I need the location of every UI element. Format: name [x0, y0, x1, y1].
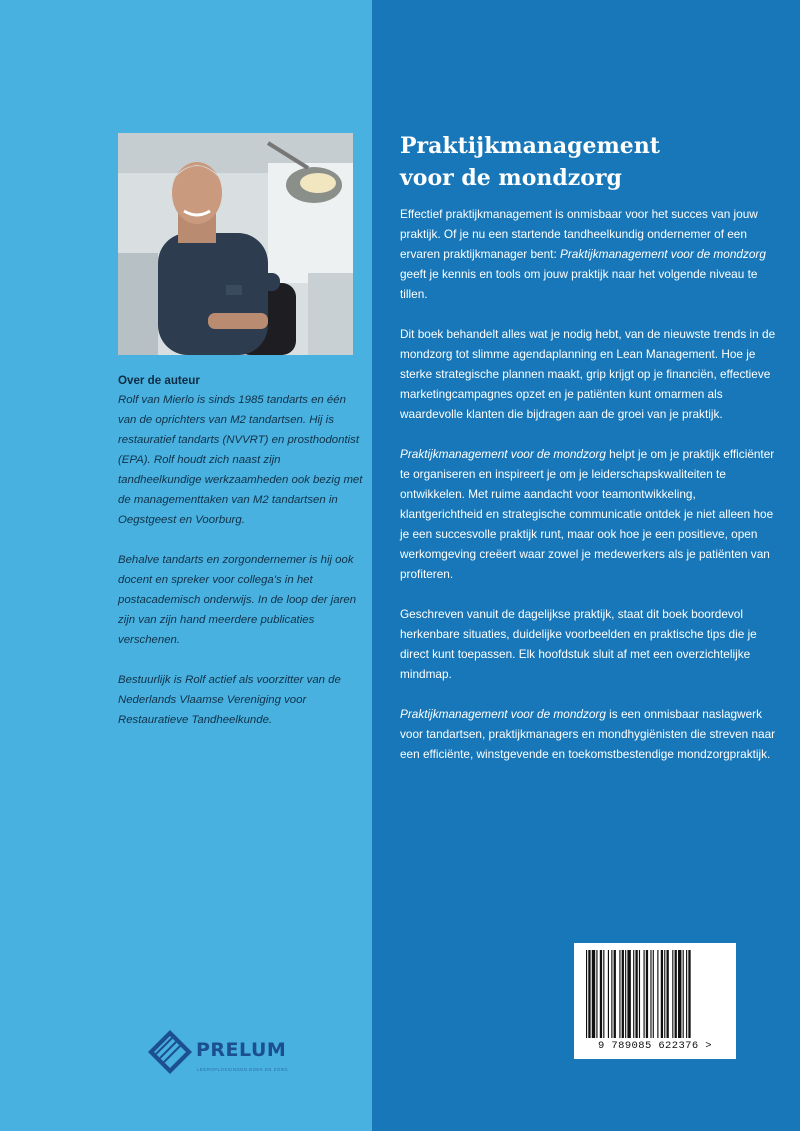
barcode-bar [672, 950, 673, 1038]
barcode-bar [653, 950, 654, 1038]
barcode-bar [614, 950, 616, 1038]
barcode-bar [586, 950, 587, 1038]
barcode-bar [603, 950, 604, 1038]
author-section [118, 372, 363, 750]
author-photo [118, 133, 353, 355]
author-bio-paragraph: Behalve tandarts en zorgondernemer is hij ook docent en spreker voor collega's in het postacademisch onderwijs. In de loop der jaren zijn van zijn hand meerdere publicaties verschenen. [118, 554, 357, 646]
barcode-bar [588, 950, 590, 1038]
book-title [400, 130, 780, 194]
barcode-bar [639, 950, 640, 1038]
barcode-bar [686, 950, 687, 1038]
book-title-line: voor de mondzorg [400, 165, 622, 191]
barcode-bar [683, 950, 684, 1038]
barcode-bar [627, 950, 630, 1038]
barcode-bar [625, 950, 626, 1038]
book-title-line: Praktijkmanagement [400, 133, 660, 159]
publisher-logo [146, 1024, 346, 1080]
barcode-bar [596, 950, 597, 1038]
author-heading: Over de auteur [118, 374, 200, 387]
description-paragraph: Praktijkmanagement voor de mondzorg helpt je om je praktijk efficiënter te organiseren en inspireert je om je leiderschapskwaliteiten te ontwikkelen. Met ruime aandacht voor teamontwikkeling, klantgerichtheid en strategische communicatie ontdek je niet alleen hoe je een succesvolle praktijk runt, maar ook hoe je een positieve, open werkomgeving creëert waar zowel je medewerkers als je patiënten van profiteren. [400, 447, 775, 581]
barcode-bar [646, 950, 648, 1038]
barcode-bars [582, 950, 728, 1038]
publisher-tagline: LEEROPLOSSINGEN BOEK EN ZORG [197, 1067, 289, 1072]
description-paragraph: Praktijkmanagement voor de mondzorg is een onmisbaar naslagwerk voor tandartsen, praktijkmanagers en mondhygiënisten die streven naar een efficiënte, winstgevende en toekomstbestendige mondzorgpraktijk. [400, 707, 776, 761]
barcode-bar [608, 950, 609, 1038]
barcode-bar [650, 950, 651, 1038]
barcode-bar [678, 950, 681, 1038]
isbn-number: 9 789085 622376 > [598, 1040, 712, 1052]
barcode-bar [592, 950, 595, 1038]
description-paragraph: Dit boek behandelt alles wat je nodig hebt, van de nieuwste trends in de mondzorg tot slimme agendaplanning en Lean Management. Hoe je sterke strategische plannen maakt, grip krijgt op je financiën, effectieve marketingcampagnes opzet en je patiënten kunt omarmen als waardevolle klanten die bijdragen aan de groei van je praktijk. [400, 327, 776, 421]
back-cover-text [400, 130, 780, 784]
publisher-name: PRELUM [196, 1039, 287, 1061]
description-paragraph: Geschreven vanuit de dagelijkse praktijk, staat dit boek boordevol herkenbare situaties, duidelijke voorbeelden en praktische tips die je direct kunt toepassen. Elk hoofdstuk sluit af met een overzichtelijke mindmap. [400, 607, 757, 681]
barcode-bar [675, 950, 677, 1038]
description-paragraph: Effectief praktijkmanagement is onmisbaar voor het succes van jouw praktijk. Of je nu een startende tandheelkundig ondernemer of een ervaren praktijkmanager bent: Praktijkmanagement voor de mondzorg geeft je kennis en tools om jouw praktijk naar het volgende niveau te tillen. [400, 207, 766, 301]
author-bio-paragraph: Rolf van Mierlo is sinds 1985 tandarts en één van de oprichters van M2 tandartsen. Hij is restauratief tandarts (NVVRT) en prosthodontist (EPA). Rolf houdt zich naast zijn tandheelkundige werkzaamheden ook bezig met de managementtaken van M2 tandartsen in Oegstgeest en Voorburg. [118, 394, 363, 526]
barcode-bar [619, 950, 620, 1038]
barcode-bar [600, 950, 602, 1038]
barcode-bar [657, 950, 658, 1038]
barcode-bar [667, 950, 669, 1038]
prelum-mark-icon [146, 1028, 194, 1076]
barcode-bar [661, 950, 663, 1038]
barcode-bar [688, 950, 690, 1038]
barcode-bar [635, 950, 637, 1038]
author-bio-paragraph: Bestuurlijk is Rolf actief als voorzitter van de Nederlands Vlaamse Vereniging voor Restauratieve Tandheelkunde. [118, 674, 341, 726]
barcode-bar [611, 950, 612, 1038]
isbn-barcode [574, 943, 736, 1059]
barcode-bar [644, 950, 645, 1038]
barcode-bar [622, 950, 624, 1038]
barcode-bar [664, 950, 665, 1038]
barcode-bar [633, 950, 634, 1038]
